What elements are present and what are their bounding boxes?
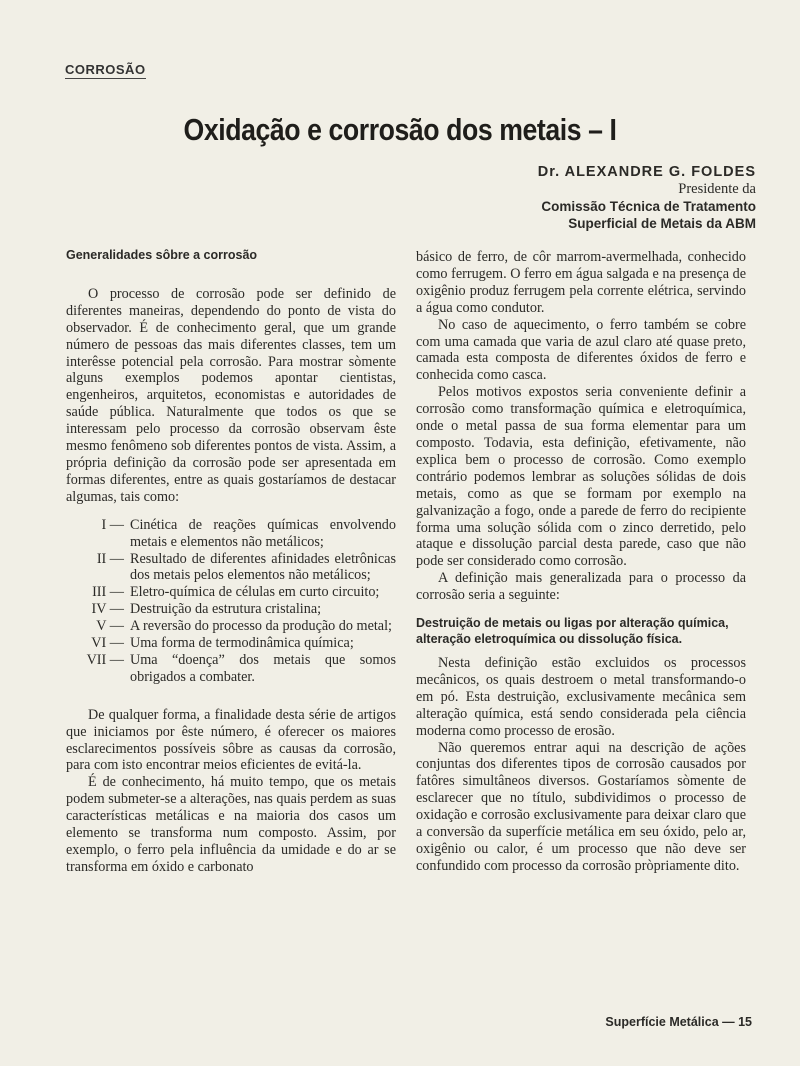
list-number: VII —	[86, 651, 124, 668]
list-text: Destruição da estrutura cristalina;	[130, 601, 322, 618]
corrosion-definition: Destruição de metais ou ligas por alteração química, alteração eletroquímica ou dissolução física.	[416, 616, 729, 647]
definition-list	[66, 517, 396, 686]
list-number: V —	[96, 618, 124, 635]
section-label: CORROSÃO	[65, 62, 146, 77]
list-item	[66, 635, 396, 652]
list-text: Eletro-química de células em curto circuito;	[130, 584, 380, 601]
subsection-heading: Generalidades sôbre a corrosão	[66, 248, 258, 262]
left-column	[66, 247, 396, 876]
list-text: A reversão do processo da produção do metal;	[130, 618, 392, 635]
list-item	[66, 618, 396, 635]
author-name: Dr. ALEXANDRE G. FOLDES	[537, 164, 756, 180]
list-text: Uma “doença” dos metais que somos obrigados a combater.	[130, 651, 396, 685]
article-title: Oxidação e corrosão dos metais – I	[183, 112, 617, 147]
list-item	[66, 551, 396, 585]
page-footer: Superfície Metálica — 15	[605, 1015, 752, 1029]
list-number: II —	[96, 550, 124, 567]
paragraph: É de conhecimento, há muito tempo, que os metais podem submeter-se a alterações, nas quais perdem as suas características metálicas e na maioria dos casos um elemento se transforma num composto. Assim, por exemplo, o ferro pela influência da umidade e do ar se transforma em óxido e carbonato	[66, 774, 396, 875]
list-number: IV —	[91, 601, 124, 618]
author-org-line-1: Comissão Técnica de Tratamento	[541, 199, 756, 214]
paragraph: De qualquer forma, a finalidade desta série de artigos que iniciamos por êste número, é oferecer os maiores esclarecimentos possíveis sôbre as causas da corrosão, para com isto encontrar meios eficientes de evitá-la.	[66, 706, 396, 774]
list-number: III —	[92, 584, 124, 601]
paragraph: Pelos motivos expostos seria conveniente definir a corrosão como transformação química e eletroquímica, onde o metal passa de sua forma elementar para um composto. Todavia, esta definição, efetivamente, não explica bem o processo de corrosão. Como exemplo contrário podemos lembrar as soluções sólidas de dois metais, como as que se formam por exemplo na galvanização a fogo, onde a parede de ferro do recipiente forma uma solução sólida com o zinco derretido, pelo ataque e dissolução parcial desta parede, caso que não pode ser considerado como corrosão.	[416, 384, 746, 570]
author-role: Presidente da	[678, 181, 756, 197]
list-number: VI —	[91, 635, 124, 652]
list-item	[66, 652, 396, 686]
list-number: I —	[101, 516, 124, 533]
paragraph: Nesta definição estão excluidos os processos mecânicos, os quais destroem o metal transformando-o em pó. Esta destruição, exclusivamente mecânica sem alteração química, está sendo considerada pela ciência moderna como processo de erosão.	[416, 655, 746, 739]
list-item	[66, 601, 396, 618]
paragraph: básico de ferro, de côr marrom-avermelhada, conhecido como ferrugem. O ferro em água salgada e na presença de oxigênio produz ferrugem pela corrente elétrica, servindo a água como condutor.	[416, 249, 746, 316]
list-item	[66, 517, 396, 551]
paragraph: A definição mais generalizada para o processo da corrosão seria a seguinte:	[416, 570, 746, 604]
author-org-line-2: Superficial de Metais da ABM	[568, 216, 756, 231]
list-text: Uma forma de termodinâmica química;	[130, 635, 354, 652]
right-column	[416, 249, 746, 875]
list-item	[66, 584, 396, 601]
author-block	[538, 164, 756, 232]
paragraph: O processo de corrosão pode ser definido de diferentes maneiras, dependendo do ponto de vista do observador. É de conhecimento geral, que um grande número de pessoas das mais diferentes classes, tem um interêsse potencial pela corrosão. Para mostrar sòmente alguns exemplos podemos apontar cientistas, engenheiros, arquitetos, economistas e autoridades de saúde pública. Naturalmente que todos os que se interessam pelo processo da corrosão observam êste mesmo fenômeno sob diferentes pontos de vista. Assim, a própria definição da corrosão pode ser apresentada em formas diferentes, entre as quais gostaríamos de destacar algumas, tais como:	[66, 285, 396, 505]
paragraph: Não queremos entrar aqui na descrição de ações conjuntas dos diferentes tipos de corrosão causados por fatôres simultâneos diversos. Gostaríamos sòmente de esclarecer que no título, subdividimos o processo de oxidação e corrosão exclusivamente para deixar claro que a conversão da superfície metálica em seu óxido, pelo ar, oxigênio ou calor, é um processo que não deve ser confundido com processo da corrosão pròpriamente dito.	[416, 739, 746, 874]
paragraph: No caso de aquecimento, o ferro também se cobre com uma camada que varia de azul claro até quase preto, camada esta composta de diferentes óxidos de ferro e conhecida como casca.	[416, 316, 746, 384]
list-text: Resultado de diferentes afinidades eletrônicas dos metais pelos elementos não metálicos;	[130, 550, 396, 584]
list-text: Cinética de reações químicas envolvendo metais e elementos não metálicos;	[130, 516, 396, 550]
